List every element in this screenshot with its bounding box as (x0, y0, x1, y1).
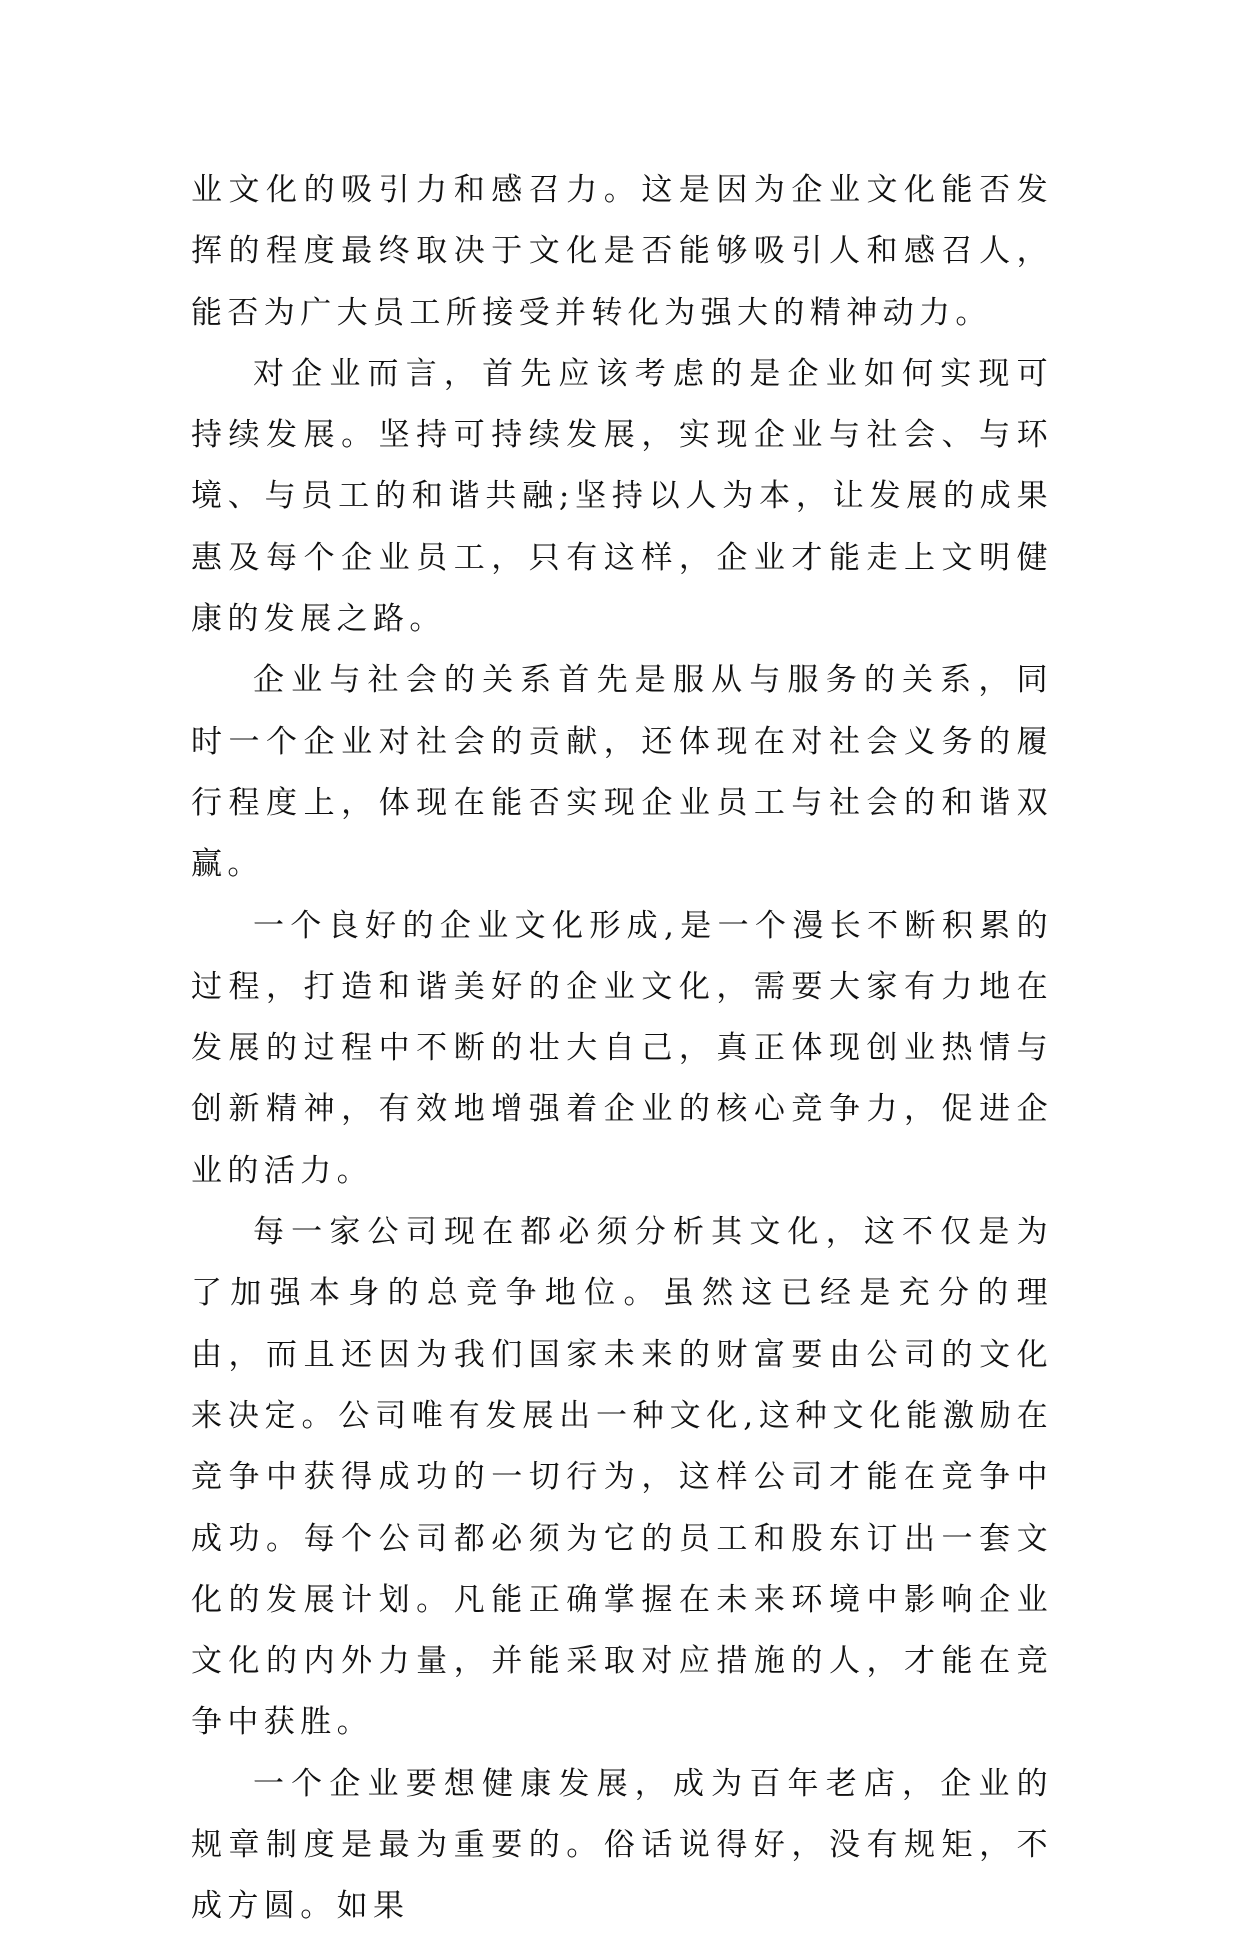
paragraph-good-culture: 一个良好的企业文化形成,是一个漫长不断积累的过程，打造和谐美好的企业文化，需要大家有力地在发展的过程中不断的壮大自己，真正体现创业热情与创新精神，有效地增强着企业的核心竞争力，促进企业的活力。 (191, 907, 1053, 1189)
paragraph-rules-and-regulations: 一个企业要想健康发展，成为百年老店，企业的规章制度是最为重要的。俗话说得好，没有规矩，不成方圆。如果 (191, 1765, 1053, 1925)
paragraph-continued: 业文化的吸引力和感召力。这是因为企业文化能否发挥的程度最终取决于文化是否能够吸引人和感召人，能否为广大员工所接受并转化为强大的精神动力。 (191, 172, 1053, 331)
paragraph-company-culture-analysis: 每一家公司现在都必须分析其文化，这不仅是为了加强本身的总竞争地位。虽然这已经是充分的理由，而且还因为我们国家未来的财富要由公司的文化来决定。公司唯有发展出一种文化,这种文化能激励在竞争中获得成功的一切行为，这样公司才能在竞争中成功。每个公司都必须为它的员工和股东订出一套文化的发展计划。凡能正确掌握在未来环境中影响企业文化的内外力量，并能采取对应措施的人，才能在竞争中获胜。 (191, 1214, 1053, 1741)
paragraph-enterprise-society: 企业与社会的关系首先是服从与服务的关系，同时一个企业对社会的贡献，还体现在对社会义务的履行程度上，体现在能否实现企业员工与社会的和谐双赢。 (191, 662, 1053, 883)
document-page (191, 160, 1053, 1938)
paragraph-sustainable-development: 对企业而言，首先应该考虑的是企业如何实现可持续发展。坚持可持续发展，实现企业与社会、与环境、与员工的和谐共融;坚持以人为本，让发展的成果惠及每个企业员工，只有这样，企业才能走上文明健康的发展之路。 (191, 355, 1053, 638)
